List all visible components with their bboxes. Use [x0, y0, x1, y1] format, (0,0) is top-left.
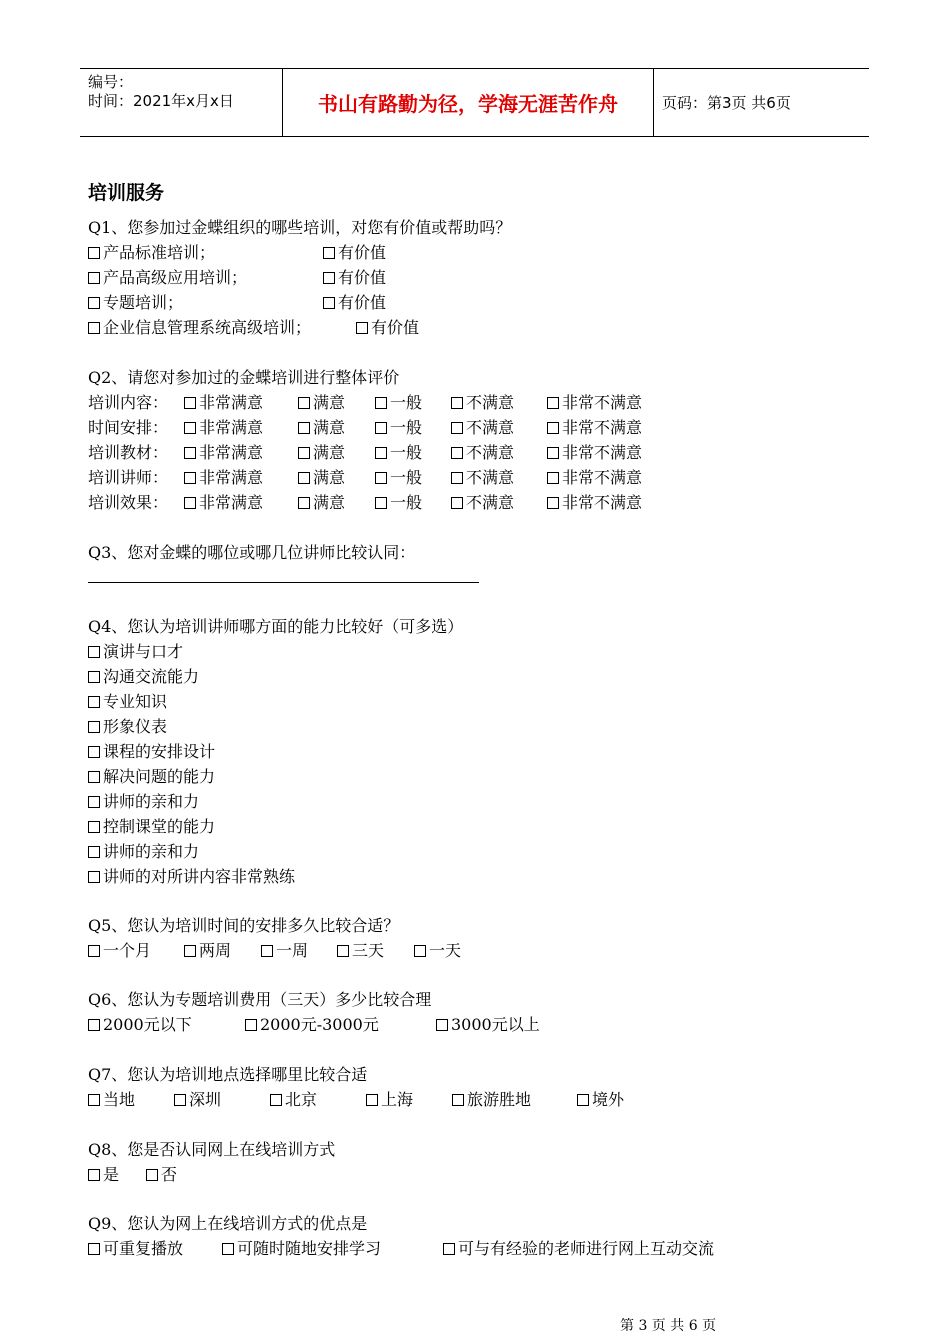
q2-option[interactable]: 不满意	[451, 443, 514, 463]
checkbox-icon[interactable]	[88, 1094, 100, 1106]
q2-option[interactable]: 一般	[375, 468, 422, 488]
checkbox-icon[interactable]	[298, 447, 310, 459]
q2-option[interactable]: 非常不满意	[547, 393, 642, 413]
q2-option[interactable]: 一般	[375, 393, 422, 413]
checkbox-icon[interactable]	[88, 1243, 100, 1255]
checkbox-icon[interactable]	[184, 422, 196, 434]
q4-option[interactable]: 沟通交流能力	[88, 667, 199, 687]
q5-option[interactable]: 三天	[337, 941, 384, 961]
checkbox-icon[interactable]	[452, 1094, 464, 1106]
number-label: 编号：	[88, 73, 134, 91]
checkbox-icon[interactable]	[547, 397, 559, 409]
checkbox-icon[interactable]	[184, 497, 196, 509]
q1-item-1[interactable]: 产品高级应用培训；	[88, 268, 247, 288]
checkbox-icon[interactable]	[451, 397, 463, 409]
checkbox-icon[interactable]	[356, 322, 368, 334]
q2-option[interactable]: 非常不满意	[547, 493, 642, 513]
checkbox-icon[interactable]	[88, 821, 100, 833]
q4-text: Q4、您认为培训讲师哪方面的能力比较好（可多选）	[88, 617, 464, 636]
checkbox-icon[interactable]	[298, 422, 310, 434]
q7-text: Q7、您认为培训地点选择哪里比较合适	[88, 1065, 368, 1084]
q2-option[interactable]: 满意	[298, 468, 345, 488]
q7-option[interactable]: 旅游胜地	[452, 1090, 531, 1110]
q7-option[interactable]: 当地	[88, 1090, 135, 1110]
checkbox-icon[interactable]	[323, 297, 335, 309]
q2-option[interactable]: 非常满意	[184, 468, 263, 488]
q2-option[interactable]: 一般	[375, 443, 422, 463]
q1-value-1[interactable]: 有价值	[323, 268, 386, 288]
checkbox-icon[interactable]	[88, 272, 100, 284]
q2-option[interactable]: 非常满意	[184, 443, 263, 463]
checkbox-icon[interactable]	[88, 871, 100, 883]
q2-option[interactable]: 满意	[298, 393, 345, 413]
q4-option[interactable]: 课程的安排设计	[88, 742, 215, 762]
checkbox-icon[interactable]	[366, 1094, 378, 1106]
q1-value-2[interactable]: 有价值	[323, 293, 386, 313]
checkbox-icon[interactable]	[245, 1019, 257, 1031]
checkbox-icon[interactable]	[451, 447, 463, 459]
checkbox-icon[interactable]	[88, 796, 100, 808]
q9-option[interactable]: 可重复播放	[88, 1239, 183, 1259]
checkbox-icon[interactable]	[547, 472, 559, 484]
checkbox-icon[interactable]	[88, 322, 100, 334]
q2-row-label: 培训教材：	[88, 443, 169, 462]
q5-option[interactable]: 一天	[414, 941, 461, 961]
checkbox-icon[interactable]	[174, 1094, 186, 1106]
q3-answer-line[interactable]	[88, 582, 479, 583]
q9-option[interactable]: 可与有经验的老师进行网上互动交流	[443, 1239, 714, 1259]
q2-option[interactable]: 一般	[375, 493, 422, 513]
q2-option[interactable]: 满意	[298, 418, 345, 438]
q6-text: Q6、您认为专题培训费用（三天）多少比较合理	[88, 990, 432, 1009]
q3-text: Q3、您对金蝶的哪位或哪几位讲师比较认同：	[88, 543, 416, 562]
checkbox-icon[interactable]	[88, 247, 100, 259]
checkbox-icon[interactable]	[88, 746, 100, 758]
header-motto: 书山有路勤为径，学海无涯苦作舟	[283, 69, 654, 136]
q2-option[interactable]: 非常不满意	[547, 418, 642, 438]
q2-row-label: 时间安排：	[88, 418, 169, 437]
q6-option[interactable]: 3000元以上	[436, 1015, 540, 1035]
checkbox-icon[interactable]	[451, 422, 463, 434]
checkbox-icon[interactable]	[88, 721, 100, 733]
checkbox-icon[interactable]	[184, 397, 196, 409]
checkbox-icon[interactable]	[88, 945, 100, 957]
q8-option[interactable]: 否	[146, 1165, 177, 1185]
q2-option[interactable]: 不满意	[451, 468, 514, 488]
checkbox-icon[interactable]	[184, 945, 196, 957]
checkbox-icon[interactable]	[337, 945, 349, 957]
checkbox-icon[interactable]	[323, 247, 335, 259]
q9-option[interactable]: 可随时随地安排学习	[222, 1239, 381, 1259]
checkbox-icon[interactable]	[375, 472, 387, 484]
q2-option[interactable]: 满意	[298, 493, 345, 513]
page-header	[80, 68, 869, 137]
q7-option[interactable]: 上海	[366, 1090, 413, 1110]
checkbox-icon[interactable]	[88, 671, 100, 683]
q1-value-3[interactable]: 有价值	[356, 318, 419, 338]
checkbox-icon[interactable]	[375, 397, 387, 409]
q4-option[interactable]: 演讲与口才	[88, 642, 183, 662]
q1-value-0[interactable]: 有价值	[323, 243, 386, 263]
checkbox-icon[interactable]	[414, 945, 426, 957]
checkbox-icon[interactable]	[88, 1169, 100, 1181]
q1-item-2[interactable]: 专题培训；	[88, 293, 183, 313]
q4-option[interactable]: 控制课堂的能力	[88, 817, 215, 837]
q4-option[interactable]: 专业知识	[88, 692, 167, 712]
checkbox-icon[interactable]	[298, 472, 310, 484]
q9-text: Q9、您认为网上在线培训方式的优点是	[88, 1214, 368, 1233]
checkbox-icon[interactable]	[88, 297, 100, 309]
q7-option[interactable]: 深圳	[174, 1090, 221, 1110]
section-title: 培训服务	[88, 182, 165, 204]
q2-option[interactable]: 非常满意	[184, 418, 263, 438]
checkbox-icon[interactable]	[323, 272, 335, 284]
q4-option[interactable]: 讲师的亲和力	[88, 842, 199, 862]
q8-text: Q8、您是否认同网上在线培训方式	[88, 1140, 336, 1159]
checkbox-icon[interactable]	[451, 472, 463, 484]
header-left-cell	[80, 69, 283, 136]
q5-option[interactable]: 一个月	[88, 941, 151, 961]
checkbox-icon[interactable]	[270, 1094, 282, 1106]
q1-item-0[interactable]: 产品标准培训；	[88, 243, 215, 263]
checkbox-icon[interactable]	[577, 1094, 589, 1106]
q4-option[interactable]: 讲师的对所讲内容非常熟练	[88, 867, 295, 887]
q7-option[interactable]: 北京	[270, 1090, 317, 1110]
q2-option[interactable]: 非常不满意	[547, 443, 642, 463]
checkbox-icon[interactable]	[375, 422, 387, 434]
q2-row-label: 培训讲师：	[88, 468, 169, 487]
checkbox-icon[interactable]	[547, 447, 559, 459]
checkbox-icon[interactable]	[88, 1019, 100, 1031]
checkbox-icon[interactable]	[88, 846, 100, 858]
q2-option[interactable]: 不满意	[451, 418, 514, 438]
checkbox-icon[interactable]	[298, 397, 310, 409]
checkbox-icon[interactable]	[436, 1019, 448, 1031]
q2-option[interactable]: 非常不满意	[547, 468, 642, 488]
checkbox-icon[interactable]	[451, 497, 463, 509]
checkbox-icon[interactable]	[375, 447, 387, 459]
q5-text: Q5、您认为培训时间的安排多久比较合适？	[88, 916, 400, 935]
checkbox-icon[interactable]	[547, 422, 559, 434]
checkbox-icon[interactable]	[88, 646, 100, 658]
q2-option[interactable]: 不满意	[451, 393, 514, 413]
checkbox-icon[interactable]	[184, 472, 196, 484]
checkbox-icon[interactable]	[298, 497, 310, 509]
q1-item-3[interactable]: 企业信息管理系统高级培训；	[88, 318, 311, 338]
q2-option[interactable]: 非常满意	[184, 393, 263, 413]
q2-option[interactable]: 非常满意	[184, 493, 263, 513]
q6-option[interactable]: 2000元以下	[88, 1015, 192, 1035]
checkbox-icon[interactable]	[375, 497, 387, 509]
q4-option[interactable]: 解决问题的能力	[88, 767, 215, 787]
checkbox-icon[interactable]	[547, 497, 559, 509]
q2-text: Q2、请您对参加过的金蝶培训进行整体评价	[88, 368, 400, 387]
checkbox-icon[interactable]	[443, 1243, 455, 1255]
q6-option[interactable]: 2000元-3000元	[245, 1015, 379, 1035]
q2-option[interactable]: 一般	[375, 418, 422, 438]
q8-option[interactable]: 是	[88, 1165, 119, 1185]
header-page-label: 页码：第3页 共6页	[662, 94, 791, 112]
checkbox-icon[interactable]	[88, 696, 100, 708]
q2-option[interactable]: 满意	[298, 443, 345, 463]
checkbox-icon[interactable]	[261, 945, 273, 957]
checkbox-icon[interactable]	[88, 771, 100, 783]
checkbox-icon[interactable]	[146, 1169, 158, 1181]
q1-text: Q1、您参加过金蝶组织的哪些培训，对您有价值或帮助吗？	[88, 218, 512, 237]
date-label: 时间：2021年x月x日	[88, 92, 234, 110]
q2-row-label: 培训内容：	[88, 393, 169, 412]
q5-option[interactable]: 一周	[261, 941, 308, 961]
q2-row-label: 培训效果：	[88, 493, 169, 512]
q2-option[interactable]: 不满意	[451, 493, 514, 513]
q4-option[interactable]: 讲师的亲和力	[88, 792, 199, 812]
q4-option[interactable]: 形象仪表	[88, 717, 167, 737]
q5-option[interactable]: 两周	[184, 941, 231, 961]
page-footer: 第 3 页 共 6 页	[620, 1318, 717, 1334]
checkbox-icon[interactable]	[184, 447, 196, 459]
q7-option[interactable]: 境外	[577, 1090, 624, 1110]
checkbox-icon[interactable]	[222, 1243, 234, 1255]
